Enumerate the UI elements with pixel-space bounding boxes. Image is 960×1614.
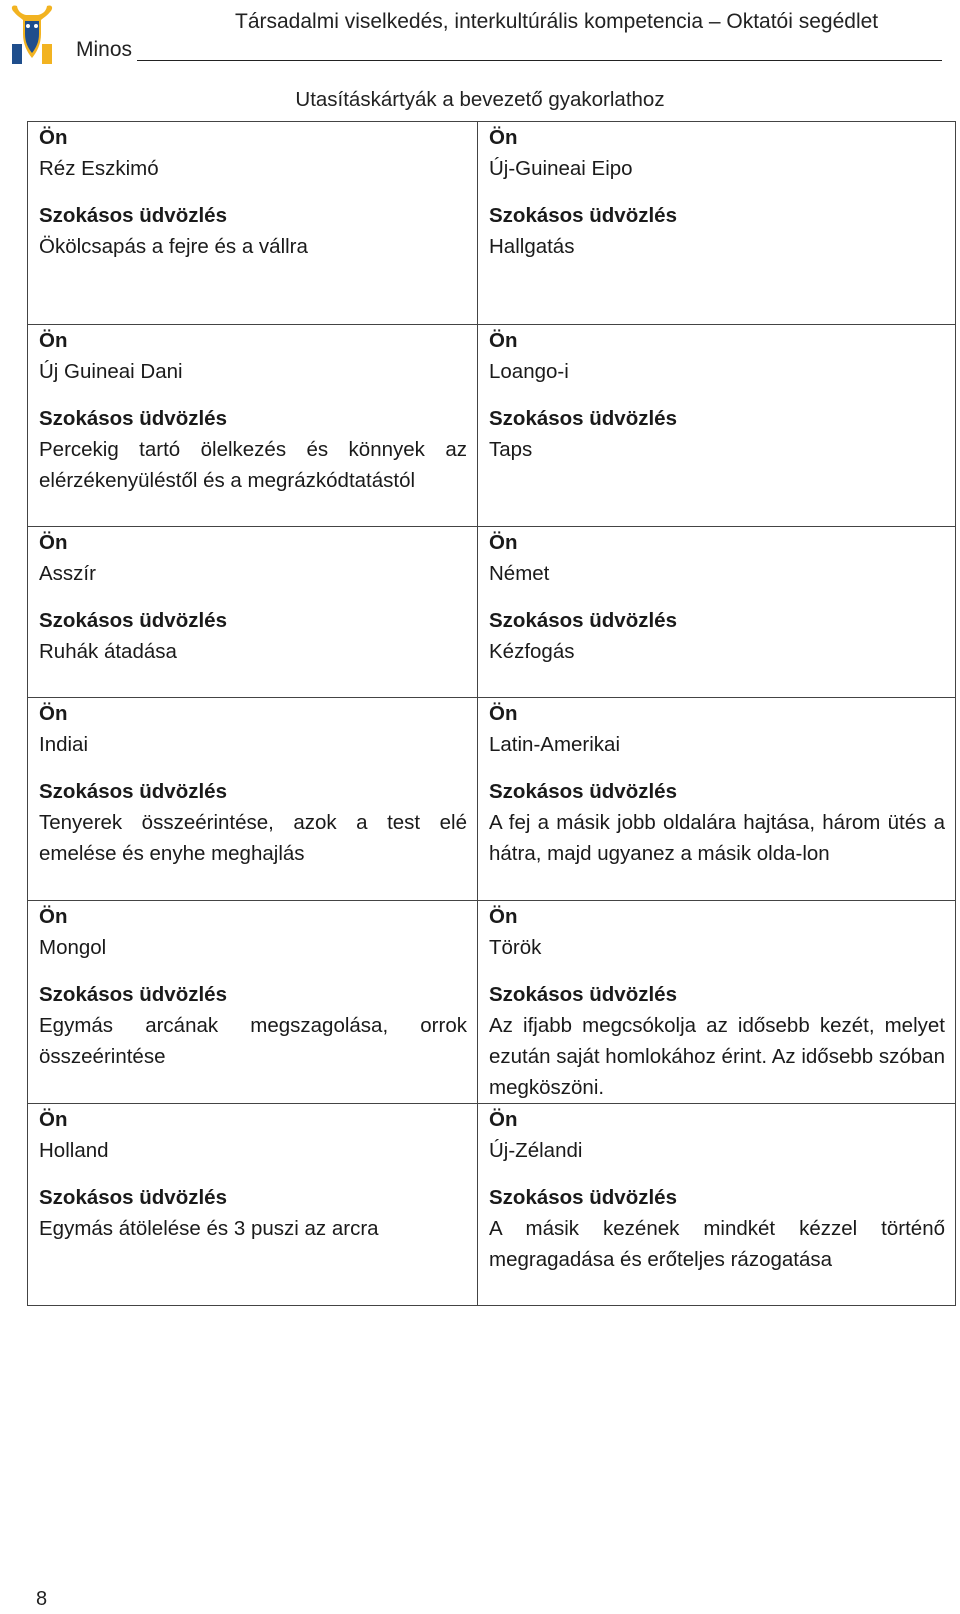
- you-label: Ön: [489, 329, 518, 352]
- greeting-description: Kézfogás: [489, 640, 575, 663]
- instruction-card: [478, 1104, 956, 1306]
- you-label: Ön: [39, 126, 68, 149]
- you-label: Ön: [39, 531, 68, 554]
- instruction-card: [478, 901, 956, 1104]
- culture-name: Német: [489, 562, 550, 585]
- culture-name: Török: [489, 936, 542, 959]
- greeting-description: A másik kezének mindkét kézzel történő megragadása és erőteljes rázogatása: [489, 1217, 945, 1271]
- you-label: Ön: [489, 531, 518, 554]
- culture-name: Asszír: [39, 562, 96, 585]
- you-label: Ön: [489, 126, 518, 149]
- greeting-description: Percekig tartó ölelkezés és könnyek az elérzékenyüléstől és a megrázkódtatástól: [39, 438, 467, 492]
- greeting-description: Tenyerek összeérintése, azok a test elé emelése és enyhe meghajlás: [39, 811, 467, 865]
- instruction-card: [28, 325, 478, 527]
- greeting-description: Ökölcsapás a fejre és a vállra: [39, 235, 308, 258]
- greeting-description: Hallgatás: [489, 235, 575, 258]
- card-row: [28, 122, 956, 325]
- culture-name: Latin-Amerikai: [489, 733, 621, 756]
- culture-name: Réz Eszkimó: [39, 157, 159, 180]
- card-row: [28, 698, 956, 901]
- greeting-label: Szokásos üdvözlés: [39, 609, 227, 632]
- you-label: Ön: [39, 905, 68, 928]
- header-title: Társadalmi viselkedés, interkultúrális kompetencia – Oktatói segédlet: [235, 10, 879, 33]
- card-row: [28, 901, 956, 1104]
- instruction-card: [478, 527, 956, 698]
- minos-bull-logo: [8, 4, 56, 66]
- greeting-label: Szokásos üdvözlés: [489, 407, 677, 430]
- culture-name: Indiai: [39, 733, 89, 756]
- greeting-label: Szokásos üdvözlés: [489, 204, 677, 227]
- greeting-description: A fej a másik jobb oldalára hajtása, három ütés a hátra, majd ugyanez a másik olda-lon: [489, 811, 945, 865]
- culture-name: Mongol: [39, 936, 107, 959]
- culture-name: Új-Zélandi: [489, 1139, 583, 1162]
- instruction-card: [28, 698, 478, 901]
- instruction-card: [478, 122, 956, 325]
- you-label: Ön: [489, 702, 518, 725]
- greeting-label: Szokásos üdvözlés: [39, 1186, 227, 1209]
- culture-name: Loango-i: [489, 360, 569, 383]
- card-row: [28, 1104, 956, 1306]
- culture-name: Holland: [39, 1139, 109, 1162]
- instruction-card: [478, 698, 956, 901]
- you-label: Ön: [489, 905, 518, 928]
- card-row: [28, 527, 956, 698]
- greeting-label: Szokásos üdvözlés: [489, 609, 677, 632]
- greeting-label: Szokásos üdvözlés: [39, 407, 227, 430]
- greeting-description: Egymás arcának megszagolása, orrok összeérintése: [39, 1014, 467, 1068]
- greeting-description: Az ifjabb megcsókolja az idősebb kezét, melyet ezután saját homlokához érint. Az idősebb szóban megköszöni.: [489, 1014, 945, 1099]
- page-number: 8: [36, 1588, 48, 1610]
- greeting-description: Taps: [489, 438, 533, 461]
- document-title: Utasításkártyák a bevezető gyakorlathoz: [295, 88, 665, 111]
- instruction-card: [28, 1104, 478, 1306]
- instruction-cards-table: [27, 121, 956, 1306]
- greeting-description: Egymás átölelése és 3 puszi az arcra: [39, 1217, 379, 1240]
- instruction-card: [28, 122, 478, 325]
- greeting-description: Ruhák átadása: [39, 640, 177, 663]
- you-label: Ön: [489, 1108, 518, 1131]
- greeting-label: Szokásos üdvözlés: [489, 1186, 677, 1209]
- instruction-card: [28, 901, 478, 1104]
- header-rule: [137, 60, 942, 61]
- you-label: Ön: [39, 329, 68, 352]
- greeting-label: Szokásos üdvözlés: [489, 983, 677, 1006]
- card-row: [28, 325, 956, 527]
- header-brand: Minos: [76, 38, 133, 61]
- you-label: Ön: [39, 702, 68, 725]
- culture-name: Új Guineai Dani: [39, 360, 183, 383]
- greeting-label: Szokásos üdvözlés: [39, 780, 227, 803]
- instruction-card: [28, 527, 478, 698]
- you-label: Ön: [39, 1108, 68, 1131]
- greeting-label: Szokásos üdvözlés: [39, 983, 227, 1006]
- greeting-label: Szokásos üdvözlés: [39, 204, 227, 227]
- greeting-label: Szokásos üdvözlés: [489, 780, 677, 803]
- instruction-card: [478, 325, 956, 527]
- culture-name: Új-Guineai Eipo: [489, 157, 633, 180]
